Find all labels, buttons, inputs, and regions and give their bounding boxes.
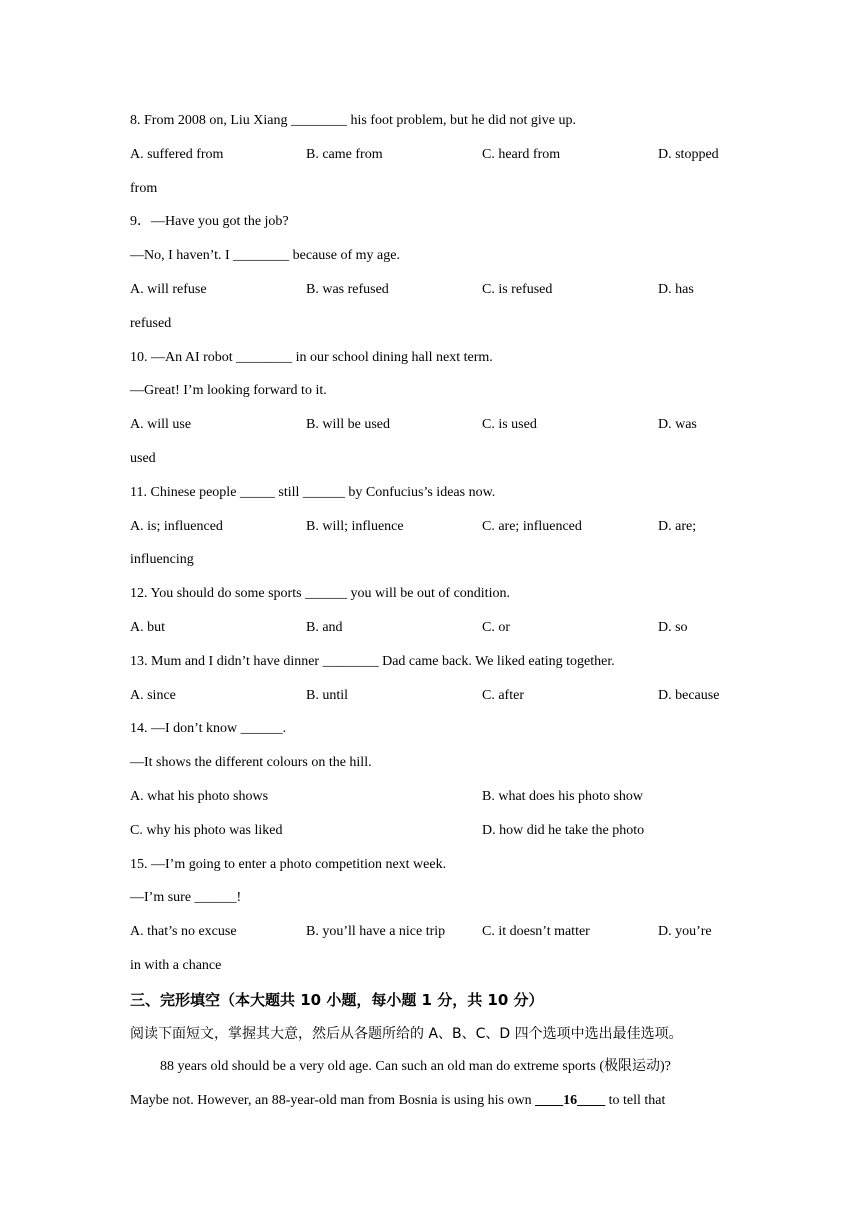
question-15-reply: —I’m sure ______! xyxy=(130,890,242,906)
question-13-stem: 13. Mum and I didn’t have dinner ________ Dad came back. We liked eating together. xyxy=(130,653,615,669)
option-b[interactable]: B. what does his photo show xyxy=(482,788,643,804)
option-d[interactable]: D. how did he take the photo xyxy=(482,822,645,838)
option-a[interactable]: A. what his photo shows xyxy=(130,788,269,804)
option-b[interactable]: B. and xyxy=(306,619,343,635)
question-14-reply: —It shows the different colours on the hill. xyxy=(130,755,372,771)
option-b[interactable]: B. will; influence xyxy=(306,518,404,534)
passage-text: Maybe not. However, an 88-year-old man from Bosnia is using his own xyxy=(130,1093,536,1109)
option-d[interactable]: D. so xyxy=(658,619,688,635)
question-15-options xyxy=(130,922,730,956)
option-c[interactable]: C. is refused xyxy=(482,281,553,297)
question-14-stem: 14. —I don’t know ______. xyxy=(130,721,287,737)
question-10-reply: —Great! I’m looking forward to it. xyxy=(130,383,327,399)
question-9-options xyxy=(130,280,730,314)
question-14-options-row2 xyxy=(130,821,730,855)
question-11-options xyxy=(130,517,730,551)
option-b[interactable]: B. was refused xyxy=(306,281,389,297)
option-c[interactable]: C. after xyxy=(482,687,524,703)
option-b[interactable]: B. you’ll have a nice trip xyxy=(306,924,446,940)
option-a[interactable]: A. that’s no excuse xyxy=(130,924,237,940)
option-c[interactable]: C. it doesn’t matter xyxy=(482,924,590,940)
option-d-wrap: used xyxy=(130,450,156,466)
option-d[interactable]: D. stopped xyxy=(658,146,719,162)
question-13-options xyxy=(130,686,730,720)
option-b[interactable]: B. came from xyxy=(306,146,383,162)
option-a[interactable]: A. since xyxy=(130,687,176,703)
passage-line-2 xyxy=(130,1091,730,1125)
option-c[interactable]: C. heard from xyxy=(482,146,561,162)
passage-line-1: 88 years old should be a very old age. Can such an old man do extreme sports (极限运动)? xyxy=(160,1059,671,1075)
question-14-options-row1 xyxy=(130,787,730,821)
question-12-options xyxy=(130,618,730,652)
option-c[interactable]: C. are; influenced xyxy=(482,518,582,534)
option-d[interactable]: D. are; xyxy=(658,518,697,534)
question-10-options xyxy=(130,415,730,449)
section-instruction: 阅读下面短文，掌握其大意，然后从各题所给的 A、B、C、D 四个选项中选出最佳选项。 xyxy=(130,1025,683,1042)
option-a[interactable]: A. but xyxy=(130,619,165,635)
question-9-stem: 9．—Have you got the job? xyxy=(130,214,289,230)
exam-content xyxy=(130,111,730,1125)
option-c[interactable]: C. why his photo was liked xyxy=(130,822,283,838)
question-8-stem: 8. From 2008 on, Liu Xiang ________ his foot problem, but he did not give up. xyxy=(130,113,577,128)
question-12-stem: 12. You should do some sports ______ you will be out of condition. xyxy=(130,586,510,602)
option-d[interactable]: D. you’re xyxy=(658,924,712,940)
section-title: 三、完形填空（本大题共 10 小题，每小题 1 分，共 10 分） xyxy=(130,990,544,1009)
option-d-wrap: refused xyxy=(130,315,172,331)
question-9-reply: —No, I haven’t. I ________ because of my age. xyxy=(130,248,400,264)
option-d-wrap: in with a chance xyxy=(130,957,222,973)
option-a[interactable]: A. is; influenced xyxy=(130,518,223,534)
option-d-wrap: influencing xyxy=(130,552,194,568)
option-a[interactable]: A. will use xyxy=(130,417,192,433)
option-d-wrap: from xyxy=(130,180,158,196)
question-10-stem: 10. —An AI robot ________ in our school dining hall next term. xyxy=(130,349,493,365)
blank-16[interactable]: ____16____ xyxy=(535,1093,606,1109)
option-a[interactable]: A. will refuse xyxy=(130,281,207,297)
option-b[interactable]: B. until xyxy=(306,687,349,703)
question-11-stem: 11. Chinese people _____ still ______ by Confucius’s ideas now. xyxy=(130,484,496,500)
question-15-stem: 15. —I’m going to enter a photo competition next week. xyxy=(130,856,447,872)
option-a[interactable]: A. suffered from xyxy=(130,146,224,162)
passage-text: to tell that xyxy=(605,1093,666,1109)
option-d[interactable]: D. because xyxy=(658,687,720,703)
question-8-options xyxy=(130,145,730,179)
option-b[interactable]: B. will be used xyxy=(306,417,390,433)
option-c[interactable]: C. or xyxy=(482,619,510,635)
option-d[interactable]: D. was xyxy=(658,417,697,433)
option-c[interactable]: C. is used xyxy=(482,417,537,433)
option-d[interactable]: D. has xyxy=(658,281,694,297)
